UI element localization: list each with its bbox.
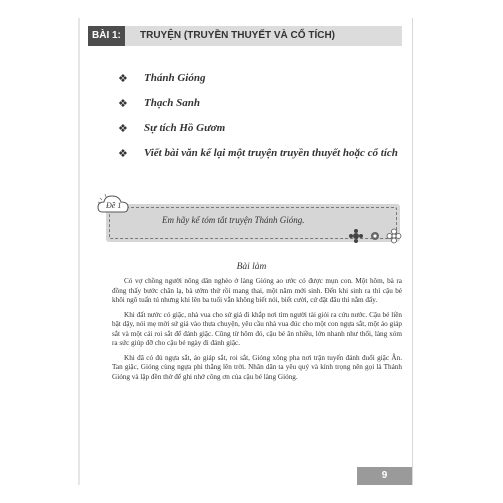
lesson-title: TRUYỆN (TRUYỀN THUYẾT VÀ CỔ TÍCH) xyxy=(140,30,335,41)
flower-icon xyxy=(348,228,408,244)
exercise-banner xyxy=(96,192,404,247)
lesson-contents-list xyxy=(118,68,398,168)
list-item xyxy=(118,118,398,138)
page-number-tab xyxy=(357,467,412,485)
list-item xyxy=(118,143,398,163)
diamond-bullet-icon: ❖ xyxy=(118,121,128,135)
list-item xyxy=(118,68,398,88)
list-item-label: Sự tích Hồ Gươm xyxy=(144,122,226,134)
answer-heading: Bài làm xyxy=(236,262,267,272)
paragraph: Khi đất nước có giặc, nhà vua cho sứ giả đi khắp nơi tìm người tài giỏi ra cứu nước. Cậu bé liền bật dậy, nói mẹ mời sứ giả vào thưa chuyện, yêu cầu nhà vua đúc cho một con ngựa sắt, một áo giáp sắt và một cái roi sắt để đánh giặc. Cũng từ hôm đó, cậu bé ăn nhiều, lớn nhanh như thổi, làng xóm ra sức giúp đỡ cho cậu bé ngày đi đánh giặc. xyxy=(112,310,402,347)
exercise-prompt: Em hãy kể tóm tắt truyện Thánh Gióng. xyxy=(162,215,305,225)
diamond-bullet-icon: ❖ xyxy=(118,146,128,160)
list-item-label: Thạch Sanh xyxy=(144,97,200,109)
diamond-bullet-icon: ❖ xyxy=(118,71,128,85)
answer-body xyxy=(112,277,402,387)
page-number: 9 xyxy=(381,470,388,481)
list-item-label: Viết bài văn kể lại một truyện truyền thuyết hoặc cổ tích xyxy=(144,147,398,159)
paragraph: Khi đã có đủ ngựa sắt, áo giáp sắt, roi sắt, Gióng xông pha nơi trận tuyến đánh đuổi giặc Ân. Tan giặc, Gióng cùng ngựa phi thẳng lên trời. Nhân dân ta yêu quý và kính trọng nên gọi là Thánh Gióng và lập đền thờ để ghi nhớ công ơn của cậu bé làng Gióng. xyxy=(112,353,402,381)
diamond-bullet-icon: ❖ xyxy=(118,96,128,110)
paragraph: Có vợ chồng người nông dân nghèo ở làng Gióng ao ước có được mụn con. Một hôm, bà ra đồng thấy bước chân lạ, bà ướm thử rồi mang thai, một năm mới sinh. Đến khi sinh ra thì cậu bé khôi ngô tuấn tú nhưng khi lên ba tuổi vẫn không biết nói, biết cười, cứ đặt đâu thì nằm đấy. xyxy=(112,277,402,304)
exercise-label: Đề 1 xyxy=(106,201,122,210)
list-item xyxy=(118,93,398,113)
lesson-tag: BÀI 1: xyxy=(88,26,125,46)
lesson-header xyxy=(88,26,402,46)
list-item-label: Thánh Gióng xyxy=(144,72,206,84)
